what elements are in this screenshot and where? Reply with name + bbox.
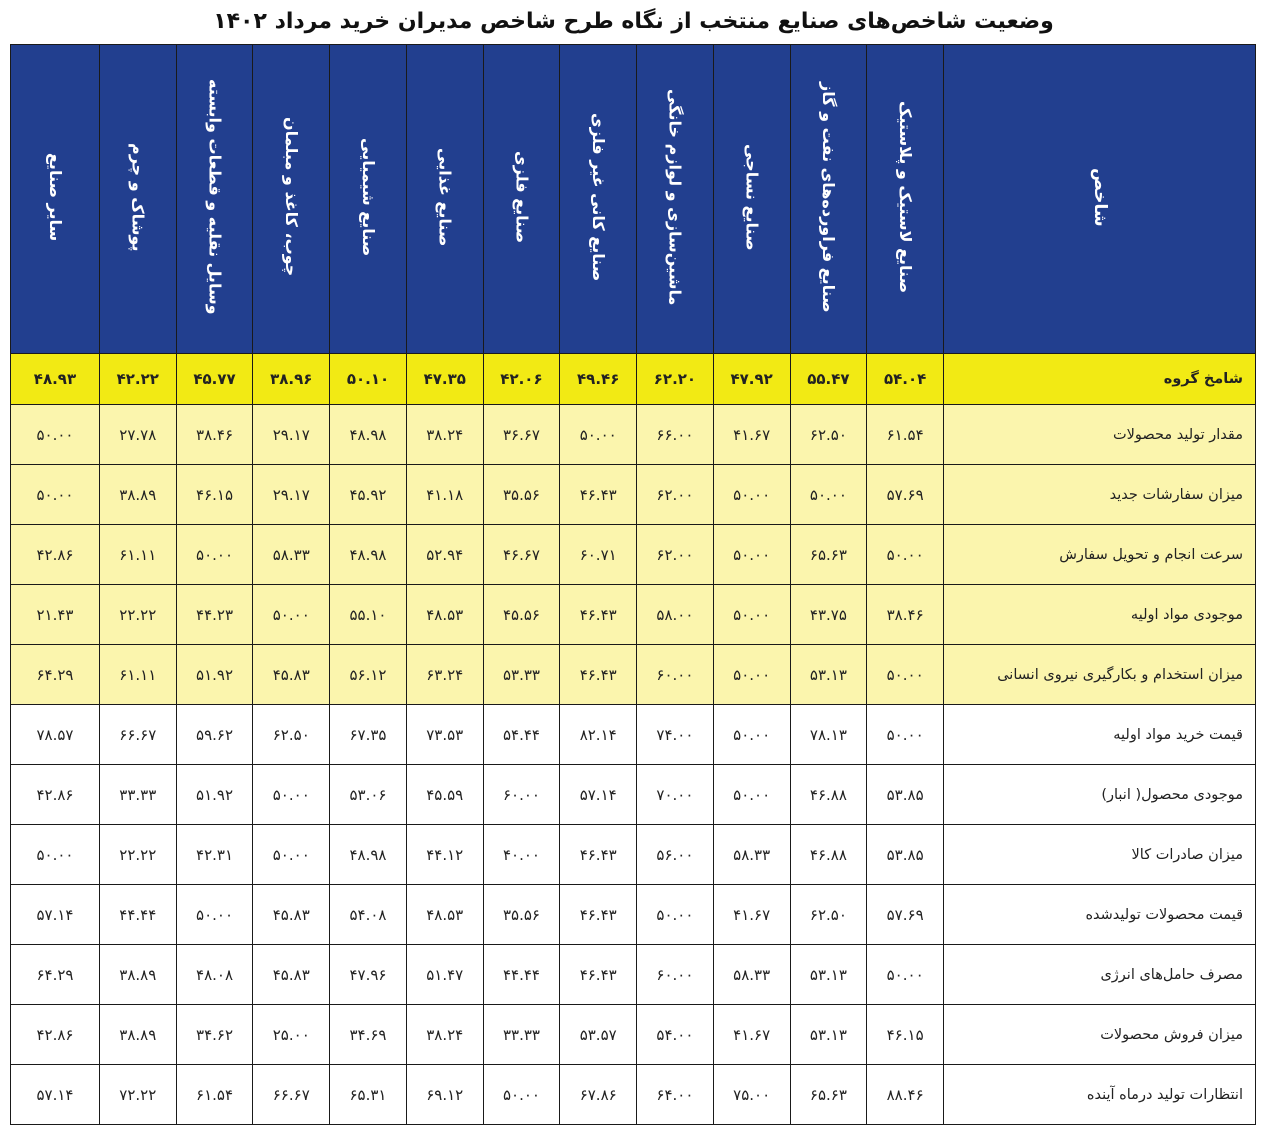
value-cell: ۵۸.۳۳ xyxy=(253,525,330,585)
column-header-industry: صنایع غذایی xyxy=(406,45,483,354)
value-cell: ۴۶.۶۷ xyxy=(483,525,560,585)
value-cell: ۴۶.۴۳ xyxy=(560,585,637,645)
value-cell: ۶۲.۲۰ xyxy=(637,354,714,405)
value-cell: ۵۰.۰۰ xyxy=(867,705,944,765)
value-cell: ۵۰.۰۰ xyxy=(176,885,253,945)
value-cell: ۵۱.۴۷ xyxy=(406,945,483,1005)
value-cell: ۵۱.۹۲ xyxy=(176,645,253,705)
row-label: مصرف حامل‌های انرژی xyxy=(944,945,1256,1005)
value-cell: ۴۰.۰۰ xyxy=(483,825,560,885)
value-cell: ۵۰.۰۰ xyxy=(867,525,944,585)
table-row xyxy=(11,825,1256,885)
value-cell: ۳۶.۶۷ xyxy=(483,405,560,465)
row-label: قیمت خرید مواد اولیه xyxy=(944,705,1256,765)
value-cell: ۶۵.۳۱ xyxy=(330,1065,407,1125)
value-cell: ۶۴.۲۹ xyxy=(11,645,100,705)
value-cell: ۴۶.۴۳ xyxy=(560,885,637,945)
column-header-industry: صنایع فراورده‌های نفت و گاز xyxy=(790,45,867,354)
value-cell: ۵۰.۰۰ xyxy=(637,885,714,945)
value-cell: ۵۰.۰۰ xyxy=(11,405,100,465)
column-header-industry: صنایع نساجی xyxy=(713,45,790,354)
table-row xyxy=(11,465,1256,525)
value-cell: ۵۰.۰۰ xyxy=(11,825,100,885)
value-cell: ۵۳.۸۵ xyxy=(867,765,944,825)
value-cell: ۴۱.۶۷ xyxy=(713,1005,790,1065)
page-title: وضعیت شاخص‌های صنایع منتخب از نگاه طرح شاخص مدیران خرید مرداد ۱۴۰۲ xyxy=(213,9,1054,34)
value-cell: ۵۲.۹۴ xyxy=(406,525,483,585)
value-cell: ۴۸.۹۸ xyxy=(330,825,407,885)
value-cell: ۶۱.۵۴ xyxy=(867,405,944,465)
value-cell: ۴۸.۹۸ xyxy=(330,405,407,465)
value-cell: ۲۹.۱۷ xyxy=(253,465,330,525)
value-cell: ۳۸.۸۹ xyxy=(99,945,176,1005)
table-row xyxy=(11,945,1256,1005)
value-cell: ۵۸.۰۰ xyxy=(637,585,714,645)
value-cell: ۶۴.۲۹ xyxy=(11,945,100,1005)
value-cell: ۶۶.۶۷ xyxy=(253,1065,330,1125)
value-cell: ۶۰.۰۰ xyxy=(483,765,560,825)
value-cell: ۵۰.۰۰ xyxy=(713,465,790,525)
value-cell: ۶۱.۵۴ xyxy=(176,1065,253,1125)
value-cell: ۵۷.۱۴ xyxy=(11,1065,100,1125)
value-cell: ۶۳.۲۴ xyxy=(406,645,483,705)
value-cell: ۳۸.۲۴ xyxy=(406,1005,483,1065)
value-cell: ۲۲.۲۲ xyxy=(99,825,176,885)
value-cell: ۵۰.۰۰ xyxy=(790,465,867,525)
column-header-indicator: شاخص xyxy=(944,45,1256,354)
value-cell: ۶۲.۵۰ xyxy=(790,885,867,945)
column-header-industry: ماشین‌سازی و لوازم خانگی xyxy=(637,45,714,354)
column-header-industry: چوب، کاغذ و مبلمان xyxy=(253,45,330,354)
value-cell: ۵۰.۰۰ xyxy=(867,645,944,705)
value-cell: ۵۴.۴۴ xyxy=(483,705,560,765)
value-cell: ۴۴.۱۲ xyxy=(406,825,483,885)
row-label: میزان صادرات کالا xyxy=(944,825,1256,885)
value-cell: ۴۵.۸۳ xyxy=(253,885,330,945)
value-cell: ۶۰.۰۰ xyxy=(637,945,714,1005)
value-cell: ۳۸.۹۶ xyxy=(253,354,330,405)
value-cell: ۴۳.۷۵ xyxy=(790,585,867,645)
row-label: سرعت انجام و تحویل سفارش xyxy=(944,525,1256,585)
value-cell: ۵۴.۰۸ xyxy=(330,885,407,945)
column-header-industry: صنایع فلزی xyxy=(483,45,560,354)
value-cell: ۵۰.۰۰ xyxy=(253,585,330,645)
value-cell: ۳۸.۸۹ xyxy=(99,465,176,525)
value-cell: ۲۹.۱۷ xyxy=(253,405,330,465)
value-cell: ۶۱.۱۱ xyxy=(99,525,176,585)
table-row xyxy=(11,1005,1256,1065)
value-cell: ۶۰.۷۱ xyxy=(560,525,637,585)
value-cell: ۴۶.۱۵ xyxy=(867,1005,944,1065)
value-cell: ۵۰.۰۰ xyxy=(253,765,330,825)
table-row xyxy=(11,405,1256,465)
value-cell: ۴۴.۴۴ xyxy=(483,945,560,1005)
value-cell: ۵۵.۴۷ xyxy=(790,354,867,405)
value-cell: ۵۰.۱۰ xyxy=(330,354,407,405)
value-cell: ۵۳.۸۵ xyxy=(867,825,944,885)
value-cell: ۳۸.۴۶ xyxy=(176,405,253,465)
value-cell: ۴۲.۳۱ xyxy=(176,825,253,885)
value-cell: ۳۸.۸۹ xyxy=(99,1005,176,1065)
column-header-industry: صنایع شیمیایی xyxy=(330,45,407,354)
value-cell: ۳۴.۶۹ xyxy=(330,1005,407,1065)
value-cell: ۵۳.۵۷ xyxy=(560,1005,637,1065)
value-cell: ۴۱.۱۸ xyxy=(406,465,483,525)
value-cell: ۴۵.۵۶ xyxy=(483,585,560,645)
value-cell: ۴۶.۴۳ xyxy=(560,825,637,885)
column-header-industry: صنایع کانی غیر فلزی xyxy=(560,45,637,354)
value-cell: ۷۸.۱۳ xyxy=(790,705,867,765)
value-cell: ۵۰.۰۰ xyxy=(713,525,790,585)
table-row xyxy=(11,645,1256,705)
value-cell: ۵۴.۰۴ xyxy=(867,354,944,405)
column-header-industry: وسایل نقلیه و قطعات وابسته xyxy=(176,45,253,354)
value-cell: ۲۷.۷۸ xyxy=(99,405,176,465)
value-cell: ۴۸.۰۸ xyxy=(176,945,253,1005)
value-cell: ۵۳.۰۶ xyxy=(330,765,407,825)
value-cell: ۵۳.۱۳ xyxy=(790,945,867,1005)
value-cell: ۵۸.۳۳ xyxy=(713,945,790,1005)
value-cell: ۵۶.۰۰ xyxy=(637,825,714,885)
value-cell: ۲۲.۲۲ xyxy=(99,585,176,645)
table-row xyxy=(11,705,1256,765)
table-row xyxy=(11,885,1256,945)
value-cell: ۵۵.۱۰ xyxy=(330,585,407,645)
value-cell: ۳۴.۶۲ xyxy=(176,1005,253,1065)
value-cell: ۷۸.۵۷ xyxy=(11,705,100,765)
value-cell: ۸۸.۴۶ xyxy=(867,1065,944,1125)
value-cell: ۴۸.۹۳ xyxy=(11,354,100,405)
value-cell: ۵۰.۰۰ xyxy=(253,825,330,885)
table-row xyxy=(11,1065,1256,1125)
value-cell: ۶۵.۶۳ xyxy=(790,1065,867,1125)
row-label: مقدار تولید محصولات xyxy=(944,405,1256,465)
row-label: میزان سفارشات جدید xyxy=(944,465,1256,525)
value-cell: ۶۷.۳۵ xyxy=(330,705,407,765)
value-cell: ۵۰.۰۰ xyxy=(483,1065,560,1125)
value-cell: ۶۱.۱۱ xyxy=(99,645,176,705)
value-cell: ۵۶.۱۲ xyxy=(330,645,407,705)
value-cell: ۴۹.۴۶ xyxy=(560,354,637,405)
column-header-industry: صنایع لاستیک و پلاستیک xyxy=(867,45,944,354)
value-cell: ۵۰.۰۰ xyxy=(713,645,790,705)
value-cell: ۴۸.۹۸ xyxy=(330,525,407,585)
value-cell: ۵۴.۰۰ xyxy=(637,1005,714,1065)
value-cell: ۶۴.۰۰ xyxy=(637,1065,714,1125)
value-cell: ۴۲.۸۶ xyxy=(11,525,100,585)
value-cell: ۵۹.۶۲ xyxy=(176,705,253,765)
value-cell: ۵۷.۱۴ xyxy=(11,885,100,945)
row-label: موجودی مواد اولیه xyxy=(944,585,1256,645)
group-index-row xyxy=(11,354,1256,405)
row-label: قیمت محصولات تولیدشده xyxy=(944,885,1256,945)
value-cell: ۵۰.۰۰ xyxy=(713,765,790,825)
value-cell: ۲۵.۰۰ xyxy=(253,1005,330,1065)
value-cell: ۴۱.۶۷ xyxy=(713,885,790,945)
table-body xyxy=(11,354,1256,1125)
value-cell: ۴۱.۶۷ xyxy=(713,405,790,465)
value-cell: ۴۵.۸۳ xyxy=(253,645,330,705)
value-cell: ۷۴.۰۰ xyxy=(637,705,714,765)
value-cell: ۴۶.۸۸ xyxy=(790,825,867,885)
value-cell: ۵۰.۰۰ xyxy=(713,705,790,765)
value-cell: ۳۵.۵۶ xyxy=(483,465,560,525)
value-cell: ۵۷.۶۹ xyxy=(867,465,944,525)
value-cell: ۳۸.۴۶ xyxy=(867,585,944,645)
value-cell: ۲۱.۴۳ xyxy=(11,585,100,645)
value-cell: ۷۳.۵۳ xyxy=(406,705,483,765)
value-cell: ۴۲.۲۲ xyxy=(99,354,176,405)
value-cell: ۴۲.۸۶ xyxy=(11,1005,100,1065)
value-cell: ۶۶.۶۷ xyxy=(99,705,176,765)
value-cell: ۵۰.۰۰ xyxy=(867,945,944,1005)
value-cell: ۴۸.۵۳ xyxy=(406,885,483,945)
header-row xyxy=(11,45,1256,354)
value-cell: ۵۳.۱۳ xyxy=(790,645,867,705)
value-cell: ۵۸.۳۳ xyxy=(713,825,790,885)
value-cell: ۷۲.۲۲ xyxy=(99,1065,176,1125)
row-label: میزان استخدام و بکارگیری نیروی انسانی xyxy=(944,645,1256,705)
value-cell: ۴۵.۵۹ xyxy=(406,765,483,825)
value-cell: ۵۰.۰۰ xyxy=(176,525,253,585)
value-cell: ۳۵.۵۶ xyxy=(483,885,560,945)
value-cell: ۴۶.۴۳ xyxy=(560,645,637,705)
value-cell: ۳۸.۲۴ xyxy=(406,405,483,465)
table-row xyxy=(11,585,1256,645)
value-cell: ۴۵.۷۷ xyxy=(176,354,253,405)
value-cell: ۴۶.۸۸ xyxy=(790,765,867,825)
table-row xyxy=(11,765,1256,825)
value-cell: ۴۵.۹۲ xyxy=(330,465,407,525)
value-cell: ۵۰.۰۰ xyxy=(713,585,790,645)
value-cell: ۴۲.۰۶ xyxy=(483,354,560,405)
value-cell: ۴۸.۵۳ xyxy=(406,585,483,645)
value-cell: ۴۴.۴۴ xyxy=(99,885,176,945)
table-row xyxy=(11,525,1256,585)
value-cell: ۶۲.۵۰ xyxy=(253,705,330,765)
value-cell: ۴۶.۴۳ xyxy=(560,465,637,525)
value-cell: ۴۷.۹۲ xyxy=(713,354,790,405)
value-cell: ۴۷.۹۶ xyxy=(330,945,407,1005)
row-label: موجودی محصول( انبار) xyxy=(944,765,1256,825)
row-label: میزان فروش محصولات xyxy=(944,1005,1256,1065)
value-cell: ۵۷.۶۹ xyxy=(867,885,944,945)
value-cell: ۵۰.۰۰ xyxy=(560,405,637,465)
row-label: انتظارات تولید درماه آینده xyxy=(944,1065,1256,1125)
value-cell: ۶۲.۰۰ xyxy=(637,525,714,585)
value-cell: ۴۷.۳۵ xyxy=(406,354,483,405)
value-cell: ۴۵.۸۳ xyxy=(253,945,330,1005)
value-cell: ۵۳.۳۳ xyxy=(483,645,560,705)
value-cell: ۴۲.۸۶ xyxy=(11,765,100,825)
value-cell: ۵۳.۱۳ xyxy=(790,1005,867,1065)
column-header-industry: پوشاک و چرم xyxy=(99,45,176,354)
indicators-table xyxy=(10,44,1256,1125)
value-cell: ۸۲.۱۴ xyxy=(560,705,637,765)
value-cell: ۵۰.۰۰ xyxy=(11,465,100,525)
column-header-industry: سایر صنایع xyxy=(11,45,100,354)
value-cell: ۴۶.۴۳ xyxy=(560,945,637,1005)
value-cell: ۶۰.۰۰ xyxy=(637,645,714,705)
value-cell: ۴۶.۱۵ xyxy=(176,465,253,525)
value-cell: ۶۶.۰۰ xyxy=(637,405,714,465)
value-cell: ۳۳.۳۳ xyxy=(99,765,176,825)
value-cell: ۷۵.۰۰ xyxy=(713,1065,790,1125)
value-cell: ۳۳.۳۳ xyxy=(483,1005,560,1065)
row-label: شامخ گروه xyxy=(944,354,1256,405)
value-cell: ۶۲.۵۰ xyxy=(790,405,867,465)
value-cell: ۷۰.۰۰ xyxy=(637,765,714,825)
value-cell: ۵۱.۹۲ xyxy=(176,765,253,825)
value-cell: ۶۲.۰۰ xyxy=(637,465,714,525)
value-cell: ۶۹.۱۲ xyxy=(406,1065,483,1125)
value-cell: ۶۵.۶۳ xyxy=(790,525,867,585)
value-cell: ۴۴.۲۳ xyxy=(176,585,253,645)
value-cell: ۶۷.۸۶ xyxy=(560,1065,637,1125)
value-cell: ۵۷.۱۴ xyxy=(560,765,637,825)
